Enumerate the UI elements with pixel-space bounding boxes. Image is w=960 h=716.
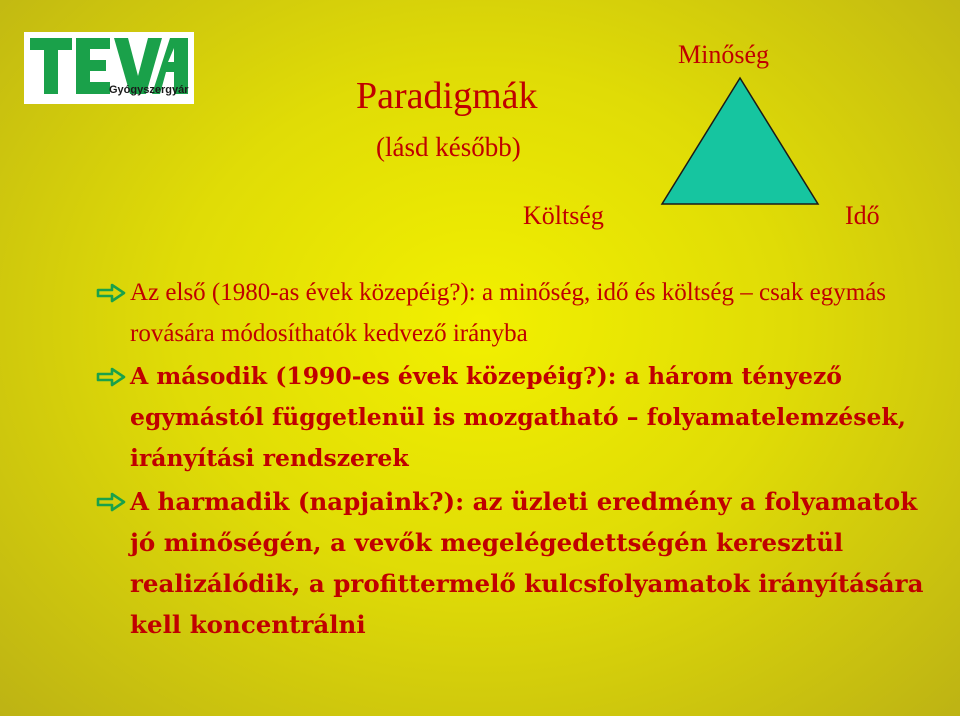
bullet-text-1: Az első (1980-as évek közepéig?): a minőség, idő és költség – csak egymás rovására módosíthatók kedvező irányba — [130, 279, 887, 347]
teva-logo — [24, 32, 194, 104]
triangle-right-label: Idő — [845, 201, 880, 230]
bullet-item-2 — [96, 356, 946, 479]
triangle-top-label: Minőség — [678, 40, 769, 69]
triangle-shape — [662, 78, 818, 204]
arrow-right-icon — [96, 367, 126, 387]
bullet-text-2: A második (1990-es évek közepéig?): a három tényező egymástól függetlenül is mozgatható – folyamatelemzések, irányítási rendszerek — [130, 362, 906, 472]
page-subtitle: (lásd később) — [376, 132, 521, 162]
bullet-list — [96, 272, 946, 645]
bullet-item-1 — [96, 272, 946, 354]
logo-subtitle: Gyógyszergyár — [109, 84, 189, 96]
arrow-right-icon — [96, 492, 126, 512]
arrow-right-icon — [96, 283, 126, 303]
quality-triangle — [660, 76, 820, 206]
bullet-text-3: A harmadik (napjaink?): az üzleti eredmény a folyamatok jó minőségén, a vevők megelégedettségén keresztül realizálódik, a profittermelő kulcsfolyamatok irányítására kell koncentrálni — [130, 487, 924, 639]
page-title: Paradigmák — [356, 75, 538, 117]
triangle-left-label: Költség — [523, 201, 604, 230]
bullet-item-3 — [96, 481, 946, 645]
